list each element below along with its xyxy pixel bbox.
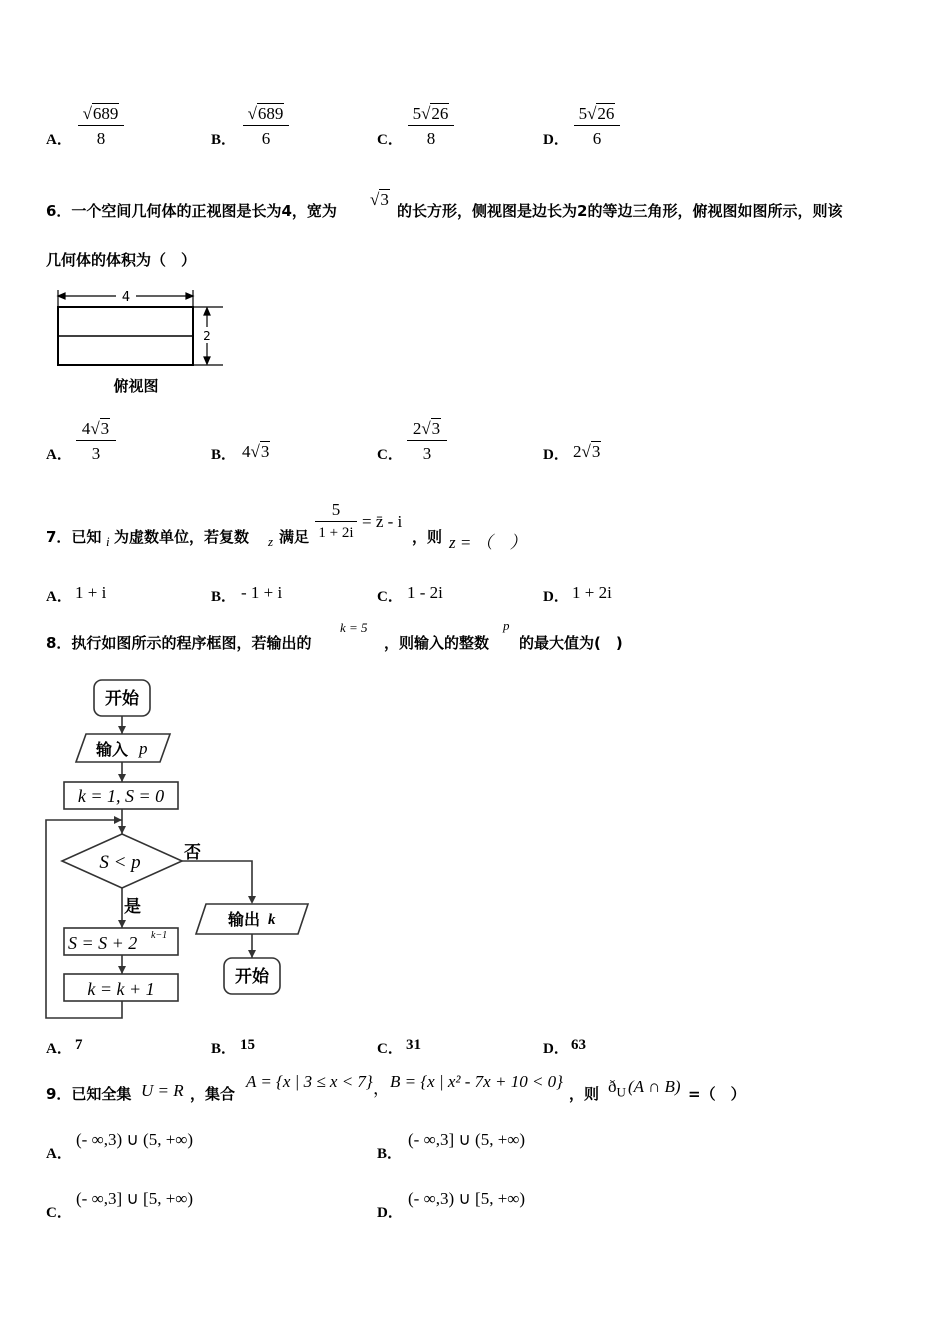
q7-i: i: [106, 534, 110, 549]
q9-prefix: 9．已知全集: [46, 1085, 132, 1103]
option-label: B．: [211, 447, 237, 463]
option-d-fraction: $\frac{5√26}{6}$: [574, 104, 620, 149]
q9-set-a: A = {x | 3 ≤ x < 7}: [246, 1072, 373, 1091]
flow-update-s-text: S = S + 2: [68, 933, 138, 953]
arrowhead: [248, 950, 256, 958]
arrowhead: [118, 920, 126, 928]
arrow-left: [58, 293, 65, 299]
flow-output-text: 输出: [228, 910, 261, 929]
q8-prefix: 8．执行如图所示的程序框图，若输出的: [46, 634, 312, 652]
option-label: A．: [46, 589, 72, 605]
q6-top-view-figure: [48, 285, 228, 400]
flow-yes-label: 是: [124, 897, 141, 917]
q7-option-d: 1 + 2i: [572, 583, 612, 602]
q6-stem-line2: 几何体的体积为（ ）: [46, 251, 197, 269]
q9-option-d: (- ∞,3) ∪ [5, +∞): [408, 1189, 526, 1208]
option-label: B．: [211, 132, 237, 148]
option-label: A．: [46, 132, 72, 148]
flow-init-text: k = 1, S = 0: [77, 786, 165, 806]
option-label: D．: [543, 589, 569, 605]
option-label: C．: [46, 1205, 72, 1221]
option-label: C．: [377, 132, 403, 148]
q8-option-a: 7: [75, 1037, 83, 1053]
q6-sqrt: √3: [370, 190, 389, 209]
dim-label-4: 4: [121, 290, 131, 305]
q6-option-d: 2√3: [573, 442, 601, 461]
q7-fraction: $\frac{5}{1 + 2i}$: [315, 500, 357, 542]
option-label: B．: [377, 1146, 403, 1162]
option-label: D．: [543, 1041, 569, 1057]
q9-mid2: ，则: [569, 1085, 600, 1103]
q8-suffix: 的最大值为( ): [519, 634, 623, 652]
q8-flowchart: [40, 672, 320, 1024]
q7-option-a: 1 + i: [75, 583, 107, 602]
flow-start-text: 开始: [105, 689, 139, 709]
flow-no-line: [182, 861, 252, 902]
q7-mid2: 满足: [279, 528, 310, 546]
option-b-fraction: $\frac{√689}{6}$: [243, 104, 289, 149]
flow-cond-text: S < p: [99, 852, 141, 873]
q9-complement: $ð_U$: [608, 1077, 626, 1100]
q7-mid1: 为虚数单位，若复数: [114, 528, 250, 546]
figure-caption: 俯视图: [113, 377, 159, 395]
option-label: C．: [377, 589, 403, 605]
arrow-down: [204, 357, 210, 364]
option-label: A．: [46, 1146, 72, 1162]
flow-input-var: p: [139, 739, 148, 758]
q9-option-b: (- ∞,3] ∪ (5, +∞): [408, 1130, 526, 1149]
flow-update-s-exp: k−1: [151, 930, 168, 941]
q7-rhs: = z̄ - i: [362, 512, 403, 531]
q7-end: z = （ ）: [449, 533, 527, 552]
q8-p: p: [503, 618, 510, 633]
dim-label-2: 2: [203, 329, 211, 343]
q6-option-c: $\frac{2√3}{3}$: [407, 419, 447, 464]
option-label: C．: [377, 447, 403, 463]
arrowhead: [118, 726, 126, 734]
q9-suffix: =（ ）: [688, 1085, 746, 1103]
q8-option-c: 31: [406, 1037, 421, 1053]
option-label: D．: [377, 1205, 403, 1221]
q9-mid: ，集合: [190, 1085, 236, 1103]
option-label: B．: [211, 589, 237, 605]
q8-option-b: 15: [240, 1037, 255, 1053]
q8-mid: ，则输入的整数: [384, 634, 490, 652]
q6-stem-part2: 的长方形，侧视图是边长为2的等边三角形，俯视图如图所示，则该: [397, 202, 843, 220]
option-label: A．: [46, 447, 72, 463]
q6-option-a: $\frac{4√3}{3}$: [76, 419, 116, 464]
q7-option-c: 1 - 2i: [407, 583, 443, 602]
q9-option-c: (- ∞,3] ∪ [5, +∞): [76, 1189, 194, 1208]
arrowhead: [118, 966, 126, 974]
q9-sep: ，: [373, 1079, 390, 1098]
q8-option-d: 63: [571, 1037, 586, 1053]
flow-output-var: k: [268, 912, 276, 928]
flow-input-text: 输入: [96, 740, 129, 759]
arrowhead: [114, 816, 122, 824]
q9-set-b: B = {x | x² - 7x + 10 < 0}: [390, 1072, 563, 1091]
flow-no-label: 否: [184, 843, 201, 863]
option-label: D．: [543, 132, 569, 148]
option-label: B．: [211, 1041, 237, 1057]
arrow-right: [186, 293, 193, 299]
flow-end-text: 开始: [235, 967, 269, 987]
q6-option-b: 4√3: [242, 442, 270, 461]
arrowhead: [248, 896, 256, 904]
q7-z: z: [268, 534, 274, 549]
q9-u-eq: U = R: [141, 1081, 184, 1100]
q7-option-b: - 1 + i: [241, 583, 283, 602]
arrow-up: [204, 308, 210, 315]
option-c-fraction: $\frac{5√26}{8}$: [408, 104, 454, 149]
arrowhead: [118, 826, 126, 834]
option-label: D．: [543, 447, 569, 463]
option-a-fraction: $\frac{√689}{8}$: [78, 104, 124, 149]
q7-mid3: ，则: [412, 528, 443, 546]
q6-stem-part1: 6．一个空间几何体的正视图是长为4，宽为: [46, 202, 337, 220]
q9-option-a: (- ∞,3) ∪ (5, +∞): [76, 1130, 194, 1149]
option-label: C．: [377, 1041, 403, 1057]
q8-k-eq: k = 5: [340, 620, 368, 635]
q7-prefix: 7．已知: [46, 528, 102, 546]
q9-expr: (A ∩ B): [628, 1077, 681, 1096]
arrowhead: [118, 774, 126, 782]
flow-update-k-text: k = k + 1: [87, 979, 155, 999]
option-label: A．: [46, 1041, 72, 1057]
